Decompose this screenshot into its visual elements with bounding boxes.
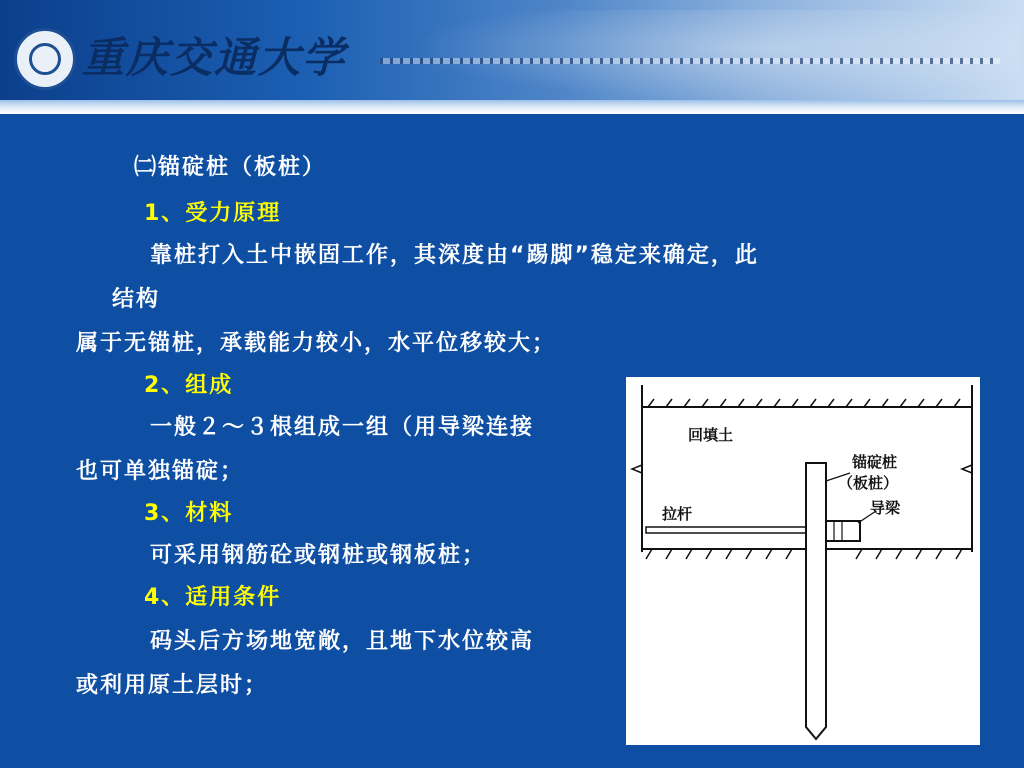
item4-text-a: 码头后方场地宽敞，且地下水位较高 bbox=[150, 629, 535, 654]
item2-title: 2、组成 bbox=[144, 373, 234, 398]
bridge-image bbox=[380, 58, 1000, 64]
university-logo-icon bbox=[14, 28, 76, 90]
item3-text: 可采用钢筋砼或钢桩或钢板桩； bbox=[150, 543, 487, 568]
diagram-drawing bbox=[626, 377, 980, 745]
item1-title: 1、受力原理 bbox=[144, 201, 282, 226]
anchor-pile-diagram bbox=[626, 377, 980, 745]
item3-title: 3、材料 bbox=[144, 501, 234, 526]
section-title: ㈡锚碇桩（板桩） bbox=[134, 155, 327, 180]
item1-text-a: 靠桩打入土中嵌固工作，其深度由“踢脚”稳定来确定，此 bbox=[150, 243, 759, 268]
tierod-label: 拉杆 bbox=[662, 505, 693, 523]
backfill-label: 回填土 bbox=[688, 426, 734, 444]
guide-beam bbox=[826, 521, 860, 541]
header-divider bbox=[0, 100, 1024, 114]
pile-label-sub: （板桩） bbox=[838, 474, 899, 492]
beam-label: 导梁 bbox=[870, 499, 901, 517]
item2-text-b: 也可单独锚碇； bbox=[76, 459, 245, 484]
anchor-pile bbox=[806, 463, 826, 739]
item1-text-c: 属于无锚桩，承载能力较小，水平位移较大； bbox=[76, 331, 557, 356]
item2-text-a: 一般２～３根组成一组（用导梁连接 bbox=[150, 415, 535, 440]
item4-text-b: 或利用原土层时； bbox=[76, 673, 269, 698]
soil-hatching bbox=[646, 549, 962, 559]
ground-hatching bbox=[648, 399, 960, 407]
pile-label: 锚碇桩 bbox=[852, 453, 898, 471]
item4-title: 4、适用条件 bbox=[144, 585, 282, 610]
university-name: 重庆交通大学 bbox=[82, 33, 347, 82]
item1-text-b: 结构 bbox=[112, 287, 161, 312]
